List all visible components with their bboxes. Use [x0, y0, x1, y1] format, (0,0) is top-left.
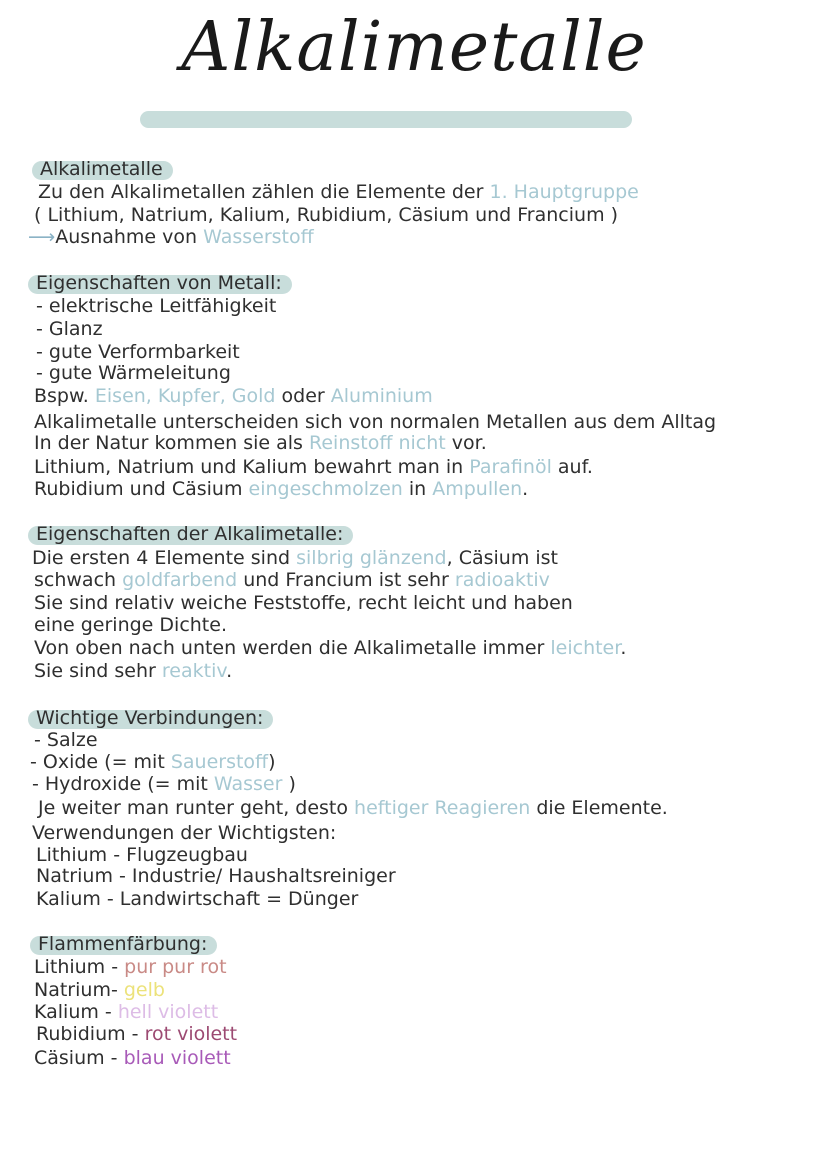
text-line: Bspw. Eisen, Kupfer, Gold oder Aluminium [34, 385, 433, 407]
list-item: - elektrische Leitfähigkeit [36, 295, 277, 317]
text-line: ( Lithium, Natrium, Kalium, Rubidium, Cäsium und Francium ) [34, 204, 619, 226]
list-item: - gute Wärmeleitung [36, 362, 231, 384]
list-item: Kalium - Landwirtschaft = Dünger [36, 888, 359, 910]
color-hellviolett: hell violett [117, 1001, 219, 1023]
text-line: In der Natur kommen sie als Reinstoff nicht vor. [34, 432, 487, 454]
text-line: Sie sind sehr reaktiv. [34, 660, 233, 682]
text-line: eine geringe Dichte. [34, 614, 227, 636]
list-item: Lithium - pur pur rot [34, 956, 227, 978]
section-heading-alkalimetalle: Alkalimetalle [34, 158, 173, 180]
page-title: Alkalimetalle [181, 8, 647, 87]
list-item: - Salze [34, 729, 98, 751]
list-item: Cäsium - blau violett [34, 1047, 231, 1069]
text-line: Sie sind relativ weiche Feststoffe, recht leicht und haben [34, 592, 573, 614]
color-gelb: gelb [123, 979, 165, 1001]
list-item: Natrium- gelb [34, 979, 165, 1001]
section-heading-flammenfaerbung: Flammenfärbung: [32, 933, 217, 955]
color-purpurrot: pur pur rot [124, 956, 227, 978]
text-line: ⟶Ausnahme von Wasserstoff [28, 226, 314, 248]
keyword-hauptgruppe: 1. Hauptgruppe [489, 181, 639, 203]
list-item: Kalium - hell violett [34, 1001, 219, 1023]
list-item: - gute Verformbarkeit [36, 341, 240, 363]
text-line: Lithium, Natrium und Kalium bewahrt man in Parafinöl auf. [34, 456, 593, 478]
text-line: Je weiter man runter geht, desto heftiger Reagieren die Elemente. [38, 797, 668, 819]
section-heading-verbindungen: Wichtige Verbindungen: [30, 707, 273, 729]
arrow-icon: ⟶ [28, 226, 56, 248]
list-item: - Hydroxide (= mit Wasser ) [32, 773, 296, 795]
text-line: Rubidium und Cäsium eingeschmolzen in Ampullen. [34, 478, 529, 500]
keyword-wasserstoff: Wasserstoff [203, 226, 314, 248]
text-line: Zu den Alkalimetallen zählen die Elemente der 1. Hauptgruppe [38, 181, 639, 203]
text-line: Die ersten 4 Elemente sind silbrig glänzend, Cäsium ist [32, 547, 558, 569]
color-blauviolett: blau violett [123, 1047, 231, 1069]
section-heading-eigenschaften-alkalimetalle: Eigenschaften der Alkalimetalle: [30, 523, 353, 545]
text-line: schwach goldfarbend und Francium ist sehr radioaktiv [34, 569, 550, 591]
text-line: Verwendungen der Wichtigsten: [32, 822, 337, 844]
list-item: - Oxide (= mit Sauerstoff) [30, 751, 276, 773]
list-item: Rubidium - rot violett [36, 1023, 238, 1045]
list-item: - Glanz [36, 318, 103, 340]
color-rotviolett: rot violett [144, 1023, 238, 1045]
section-heading-eigenschaften-metall: Eigenschaften von Metall: [30, 272, 292, 294]
text-line: Alkalimetalle unterscheiden sich von normalen Metallen aus dem Alltag [34, 411, 717, 433]
list-item: Natrium - Industrie/ Haushaltsreiniger [36, 865, 396, 887]
title-underline-bar [140, 111, 632, 128]
list-item: Lithium - Flugzeugbau [36, 844, 248, 866]
text-line: Von oben nach unten werden die Alkalimetalle immer leichter. [34, 637, 627, 659]
